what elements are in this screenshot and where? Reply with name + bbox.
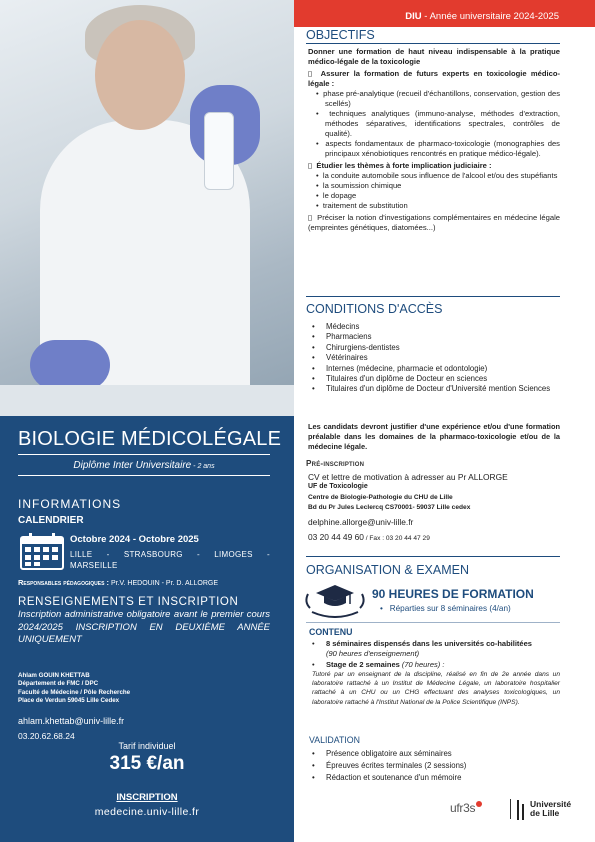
conditions-heading: CONDITIONS D'ACCÈS bbox=[306, 302, 443, 316]
validation-heading: VALIDATION bbox=[309, 735, 360, 745]
academic-year: - Année universitaire 2024-2025 bbox=[421, 11, 559, 22]
ufr3s-logo: ufr3s bbox=[450, 801, 482, 815]
course-subtitle: Diplôme Inter Universitaire - 2 ans bbox=[73, 460, 215, 471]
diu-label: DIU bbox=[405, 11, 422, 22]
list-item: • Chirurgiens-dentistes bbox=[312, 343, 560, 353]
contenu-text: • 8 séminaires dispensés dans les universités co-habilitées (90 heures d'enseignement) • Stage de 2 semaines (70 heures) : Tutoré par un enseignant de la discipline, réalisé en fin de 2e année dans un laboratoire rattaché à un Institut de Médecine Légale, un laboratoire hospitalier rattaché à un CHU ou un CHG effectuant des analyses toxicologiques, un laboratoire rattaché à l'Institut National de la Police Scientifique (INPS). bbox=[312, 639, 560, 706]
informations-heading: INFORMATIONS bbox=[18, 497, 122, 511]
course-dates: Octobre 2024 - Octobre 2025 bbox=[70, 534, 199, 545]
divider bbox=[306, 556, 560, 557]
course-title: BIOLOGIE MÉDICOLÉGALE bbox=[18, 428, 282, 450]
contenu-heading: CONTENU bbox=[309, 627, 353, 637]
contact-address: Ahlam GOUIN KHETTAB Département de FMC / DPC Faculté de Médecine / Pôle Recherche Place de Verdun 59045 Lille Cedex bbox=[18, 672, 131, 704]
list-item: • Titulaires d'un diplôme de Docteur d'Université mention Sciences bbox=[312, 384, 560, 394]
contact-phone: 03.20.62.68.24 bbox=[18, 731, 75, 741]
divider bbox=[18, 475, 270, 476]
divider bbox=[306, 622, 560, 623]
list-item: • Rédaction et soutenance d'un mémoire bbox=[312, 772, 560, 784]
list-item: • Internes (médecine, pharmacie et odontologie) bbox=[312, 364, 560, 374]
renseignements-heading: RENSEIGNEMENTS ET INSCRIPTION bbox=[18, 596, 239, 608]
list-item: • Présence obligatoire aux séminaires bbox=[312, 748, 560, 760]
logos bbox=[450, 795, 580, 825]
university-logo: Université de Lille bbox=[530, 799, 572, 818]
course-cities: LILLE - STRASBOURG - LIMOGES - MARSEILLE bbox=[70, 550, 270, 570]
list-item: • Vétérinaires bbox=[312, 353, 560, 363]
preinscription-heading: Pré-inscription bbox=[306, 459, 365, 468]
cover-photo bbox=[0, 0, 294, 416]
divider bbox=[510, 799, 511, 819]
list-item: • Médecins bbox=[312, 322, 560, 332]
conditions-list bbox=[312, 322, 560, 395]
graduation-cap-icon bbox=[302, 582, 368, 618]
conditions-note: Les candidats devront justifier d'une expérience et/ou d'une formation préalable dans les domaines de la pharmaco-toxicologie et/ou de la médecine légale. bbox=[308, 422, 560, 451]
preinscription-email-link[interactable]: delphine.allorge@univ-lille.fr bbox=[308, 517, 414, 528]
hours-subtitle: • Réparties sur 8 séminaires (4/an) bbox=[380, 604, 511, 613]
divider bbox=[306, 296, 560, 297]
header-bar bbox=[294, 0, 595, 27]
hours-title: 90 HEURES DE FORMATION bbox=[372, 587, 534, 601]
objectifs-text: Donner une formation de haut niveau indispensable à la pratique médico-légale de la toxicologie ▯ Assurer la formation de futurs experts en toxicologie médico-légale : • phase pré-analytique (recueil d'échantillons, conservation, gestion des scellés) • techniques analytiques (immuno-analyse, méthodes d'extraction, méthodes séparatives, identifications spectrales, contrôles de qualité). • aspects fondamentaux de pharmaco-toxicologie (monographies des principaux xénobiotiques rencontrés en pratique médico-légale). ▯ Étudier les thèmes à forte implication judiciaire : • la conduite automobile sous influence de l'alcool et/ou des stupéfiants • la soumission chimique • le dopage • traitement de substitution ▯ Préciser la notion d'investigations complémentaires en médecine légale (empreintes génétiques, diatomées...) bbox=[308, 47, 560, 232]
left-panel bbox=[0, 0, 294, 842]
validation-list bbox=[312, 748, 560, 784]
website-link[interactable]: medecine.univ-lille.fr bbox=[94, 806, 200, 818]
price: 315 €/an bbox=[109, 753, 185, 774]
preinscription-text: CV et lettre de motivation à adresser au Pr ALLORGE UF de Toxicologie Centre de Biologie-Pathologie du CHU de Lille Bd du Pr Jules Leclercq CS70001- 59037 Lille cedex delphine.allorge@univ-lille.fr 03 20 44 49 60 / Fax : 03 20 44 47 29 bbox=[308, 472, 560, 545]
calendar-icon bbox=[20, 532, 64, 570]
tarif-label: Tarif individuel bbox=[118, 741, 176, 751]
inscription-notice: Inscription administrative obligatoire avant le premier cours 2024/2025 INSCRIPTION EN DEUXIÈME ANNÉE UNIQUEMENT bbox=[18, 609, 270, 645]
contact-email-link[interactable]: ahlam.khettab@univ-lille.fr bbox=[18, 716, 125, 726]
calendrier-heading: CALENDRIER bbox=[18, 515, 84, 526]
list-item: • Pharmaciens bbox=[312, 332, 560, 342]
inscription-link[interactable]: INSCRIPTION bbox=[116, 792, 178, 803]
list-item: • Titulaires d'un diplôme de Docteur en sciences bbox=[312, 374, 560, 384]
divider bbox=[306, 43, 560, 44]
divider bbox=[18, 454, 270, 455]
objectifs-heading: OBJECTIFS bbox=[306, 28, 375, 42]
list-item: • Épreuves écrites terminales (2 sessions) bbox=[312, 760, 560, 772]
responsables: Responsables pédagogiques : Pr.V. HEDOUIN - Pr. D. ALLORGE bbox=[18, 578, 219, 587]
organisation-heading: ORGANISATION & EXAMEN bbox=[306, 563, 469, 577]
